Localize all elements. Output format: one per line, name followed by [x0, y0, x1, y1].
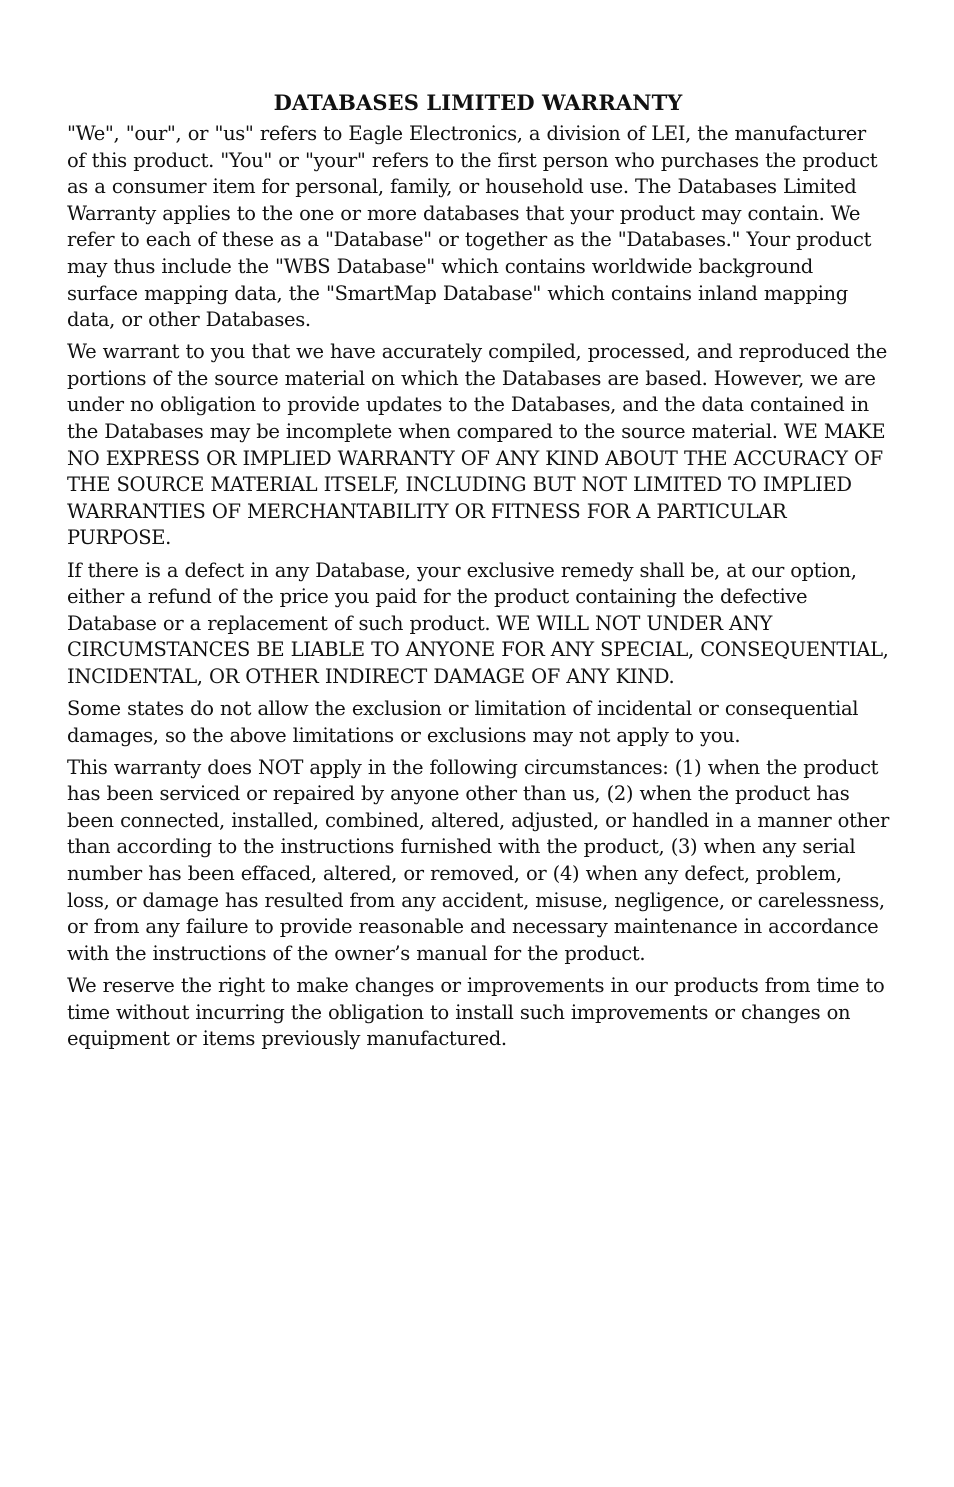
paragraph-reserved-rights: We reserve the right to make changes or improvements in our products from time to time without incurring the obligation to install such improvements or changes on equipment or items previously manufactured.: [67, 973, 885, 1051]
paragraph-exclusions: This warranty does NOT apply in the following circumstances: (1) when the product has been serviced or repaired by anyone other than us, (2) when the product has been connected, installed, combined, altered, adjusted, or handled in a manner other than according to the instructions furnished with the product, (3) when any serial number has been effaced, altered, or removed, or (4) when any defect, problem, loss, or damage has resulted from any accident, misuse, negligence, or carelessness, or from any failure to provide reasonable and necessary maintenance in accordance with the instructions of the owner’s manual for the product.: [67, 755, 889, 965]
page-title: DATABASES LIMITED WARRANTY: [273, 90, 683, 115]
paragraph-state-limitations: Some states do not allow the exclusion or limitation of incidental or consequential damages, so the above limitations or exclusions may not apply to you.: [67, 696, 859, 747]
paragraph-definitions: "We", "our", or "us" refers to Eagle Electronics, a division of LEI, the manufacturer of this product. "You" or "your" refers to the first person who purchases the product as a consumer item for personal, family, or household use. The Databases Limited Warranty applies to the one or more databases that your product may contain. We refer to each of these as a "Database" or together as the "Databases." Your product may thus include the "WBS Database" which contains worldwide background surface mapping data, the "SmartMap Database" which contains inland mapping data, or other Databases.: [67, 122, 878, 332]
document-page: [67, 88, 889, 1058]
paragraph-warranty-scope: We warrant to you that we have accurately compiled, processed, and reproduced the portions of the source material on which the Databases are based. However, we are under no obligation to provide updates to the Databases, and the data contained in the Databases may be incomplete when compared to the source material. WE MAKE NO EXPRESS OR IMPLIED WARRANTY OF ANY KIND ABOUT THE ACCURACY OF THE SOURCE MATERIAL ITSELF, INCLUDING BUT NOT LIMITED TO IMPLIED WARRANTIES OF MERCHANTABILITY OR FITNESS FOR A PARTICULAR PURPOSE.: [67, 340, 887, 550]
paragraph-remedy: If there is a defect in any Database, your exclusive remedy shall be, at our option, either a refund of the price you paid for the product containing the defective Database or a replacement of such product. WE WILL NOT UNDER ANY CIRCUMSTANCES BE LIABLE TO ANYONE FOR ANY SPECIAL, CONSEQUENTIAL, INCIDENTAL, OR OTHER INDIRECT DAMAGE OF ANY KIND.: [67, 558, 889, 688]
